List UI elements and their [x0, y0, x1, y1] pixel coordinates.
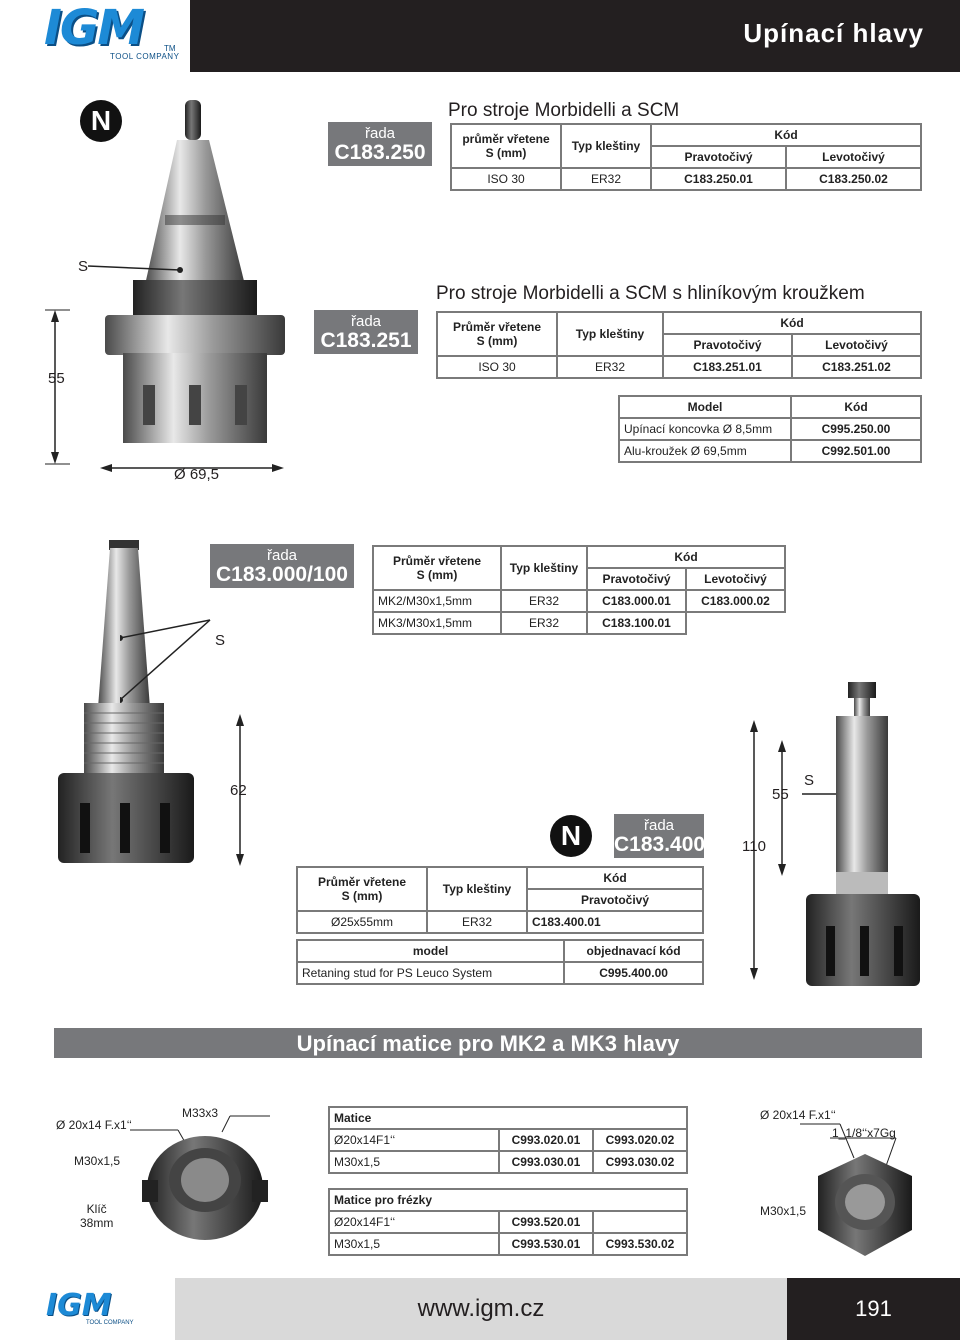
cell-name: M30x1,5 — [329, 1151, 499, 1173]
col-right: Pravotočivý — [587, 568, 686, 590]
col-left: Levotočivý — [686, 568, 785, 590]
igm-logo[interactable]: IGM — [44, 0, 144, 56]
footer-logo-subtitle: TOOL COMPANY — [86, 1320, 134, 1326]
col-spindle: Průměr vřetene S (mm) — [437, 312, 557, 356]
dim-diameter-label: Ø 69,5 — [174, 466, 220, 483]
col-spindle: Průměr vřetene S (mm) — [297, 867, 427, 911]
logo-tm: TM — [164, 44, 176, 53]
nut-left-key-label — [80, 1202, 113, 1230]
series-code: C183.000/100 — [216, 563, 348, 586]
cell-code-right: C993.520.01 — [499, 1211, 593, 1233]
col-code: objednavací kód — [564, 940, 703, 962]
n-logo-icon: N — [80, 100, 122, 142]
table-c183-400-accessory — [296, 939, 704, 985]
cell-spindle: MK2/M30x1,5mm — [373, 590, 501, 612]
table-row — [297, 911, 703, 933]
cell-code-left — [593, 1211, 687, 1233]
key-size: 38mm — [80, 1216, 114, 1230]
table-row — [329, 1151, 687, 1173]
cell-spindle: Ø25x55mm — [297, 911, 427, 933]
table-row — [329, 1211, 687, 1233]
cell-left-code — [686, 612, 785, 634]
table-milling-nuts — [328, 1188, 688, 1256]
col-code: Kód — [791, 396, 921, 418]
series-badge-c183-400 — [614, 814, 704, 858]
series-label: řada — [266, 547, 298, 564]
footer-url-link[interactable]: www.igm.cz — [175, 1278, 787, 1340]
col-spindle: Průměr vřetene S (mm) — [373, 546, 501, 590]
table-title: Matice pro frézky — [329, 1189, 687, 1211]
cell-code-left: C993.530.02 — [593, 1233, 687, 1255]
cell-code: C992.501.00 — [791, 440, 921, 462]
nut-left-image — [130, 1108, 280, 1258]
cell-code-right: C993.530.01 — [499, 1233, 593, 1255]
col-collet: Typ kleštiny — [501, 546, 587, 590]
table-row — [619, 440, 921, 462]
series-badge-c183-000 — [210, 544, 354, 588]
cell-name: Ø20x14F1‘‘ — [329, 1211, 499, 1233]
col-collet: Typ kleštiny — [427, 867, 527, 911]
cell-code-left: C993.020.02 — [593, 1129, 687, 1151]
cell-collet: ER32 — [557, 356, 663, 378]
cell-right-code: C183.251.01 — [663, 356, 792, 378]
page-title: Upínací hlavy — [743, 18, 924, 48]
series-label: řada — [350, 313, 382, 330]
cell-collet: ER32 — [501, 590, 587, 612]
section-title-c183-250: Pro stroje Morbidelli a SCM — [448, 100, 680, 121]
col-code: Kód — [651, 124, 921, 146]
series-code: C183.251 — [320, 329, 412, 352]
cell-spindle: ISO 30 — [451, 168, 561, 190]
table-nuts — [328, 1106, 688, 1174]
cell-code-left: C993.030.02 — [593, 1151, 687, 1173]
footer-igm-logo[interactable]: IGM — [46, 1288, 112, 1323]
cell-model: Upínací koncovka Ø 8,5mm — [619, 418, 791, 440]
series-badge-c183-250 — [328, 122, 432, 166]
table-title: Matice — [329, 1107, 687, 1129]
col-right: Pravotočivý — [527, 889, 703, 911]
cell-right-code: C183.100.01 — [587, 612, 686, 634]
cell-collet: ER32 — [427, 911, 527, 933]
table-c183-400 — [296, 866, 704, 934]
table-row — [437, 356, 921, 378]
cell-left-code: C183.000.02 — [686, 590, 785, 612]
series-label: řada — [643, 817, 675, 834]
col-model: model — [297, 940, 564, 962]
cell-spindle: MK3/M30x1,5mm — [373, 612, 501, 634]
dim-55-label: 55 — [772, 786, 789, 803]
cell-right-code: C183.000.01 — [587, 590, 686, 612]
cell-right-code: C183.400.01 — [527, 911, 703, 933]
table-row — [329, 1233, 687, 1255]
series-badge-c183-251 — [314, 310, 418, 354]
table-row — [373, 590, 785, 612]
cell-code: C995.250.00 — [791, 418, 921, 440]
nut-right-image — [800, 1118, 930, 1268]
nut-left-m33-label: M33x3 — [182, 1106, 219, 1120]
col-code: Kód — [587, 546, 785, 568]
dim-110-label: 110 — [742, 838, 766, 855]
nut-right-m30-label: M30x1,5 — [760, 1204, 807, 1218]
table-c183-251-accessories — [618, 395, 922, 463]
dim-s-label: S — [804, 772, 815, 789]
cell-collet: ER32 — [501, 612, 587, 634]
nut-right-pipe-label: 1_1/8‘‘x7Gg — [832, 1126, 896, 1140]
dimension-arrow — [40, 250, 300, 480]
table-c183-250 — [450, 123, 922, 191]
cell-code-right: C993.020.01 — [499, 1129, 593, 1151]
nut-left-thread-label: Ø 20x14 F.x1‘‘ — [56, 1118, 132, 1132]
table-row — [373, 612, 785, 634]
col-collet: Typ kleštiny — [561, 124, 651, 168]
table-row — [297, 962, 703, 984]
table-row — [329, 1129, 687, 1151]
col-right: Pravotočivý — [663, 334, 792, 356]
col-collet: Typ kleštiny — [557, 312, 663, 356]
col-code: Kód — [663, 312, 921, 334]
dim-height-label: 55 — [48, 370, 65, 387]
key-label: Klíč — [86, 1202, 107, 1216]
nuts-banner: Upínací matice pro MK2 a MK3 hlavy — [54, 1028, 922, 1058]
col-left: Levotočivý — [792, 334, 921, 356]
cell-right-code: C183.250.01 — [651, 168, 786, 190]
section-title-c183-251: Pro stroje Morbidelli a SCM s hliníkovým kroužkem — [436, 283, 865, 304]
col-code: Kód — [527, 867, 703, 889]
cell-model: Alu-kroužek Ø 69,5mm — [619, 440, 791, 462]
page-number: 191 — [855, 1296, 892, 1321]
series-label: řada — [364, 125, 396, 142]
table-row — [451, 168, 921, 190]
col-right: Pravotočivý — [651, 146, 786, 168]
logo-subtitle: TOOL COMPANY — [110, 52, 180, 61]
dimension-arrow — [120, 600, 280, 870]
col-spindle: průměr vřetene S (mm) — [451, 124, 561, 168]
cell-name: M30x1,5 — [329, 1233, 499, 1255]
nut-left-m30-label: M30x1,5 — [74, 1154, 121, 1168]
dim-s-label: S — [78, 258, 89, 275]
col-left: Levotočivý — [786, 146, 921, 168]
table-c183-000 — [372, 545, 786, 635]
n-logo-icon: N — [550, 815, 592, 857]
nut-right-thread-label: Ø 20x14 F.x1‘‘ — [760, 1108, 836, 1122]
cell-spindle: ISO 30 — [437, 356, 557, 378]
col-model: Model — [619, 396, 791, 418]
cell-model: Retaning stud for PS Leuco System — [297, 962, 564, 984]
series-code: C183.250 — [334, 141, 426, 164]
cell-left-code: C183.250.02 — [786, 168, 921, 190]
cell-collet: ER32 — [561, 168, 651, 190]
cell-left-code: C183.251.02 — [792, 356, 921, 378]
dim-height-label: 62 — [230, 782, 247, 799]
cell-name: Ø20x14F1‘‘ — [329, 1129, 499, 1151]
dim-s-label: S — [215, 632, 226, 649]
cell-code-right: C993.030.01 — [499, 1151, 593, 1173]
table-row — [619, 418, 921, 440]
table-c183-251 — [436, 311, 922, 379]
leuco-chuck-image — [740, 676, 940, 986]
cell-code: C995.400.00 — [564, 962, 703, 984]
series-code: C183.400 — [614, 833, 706, 856]
